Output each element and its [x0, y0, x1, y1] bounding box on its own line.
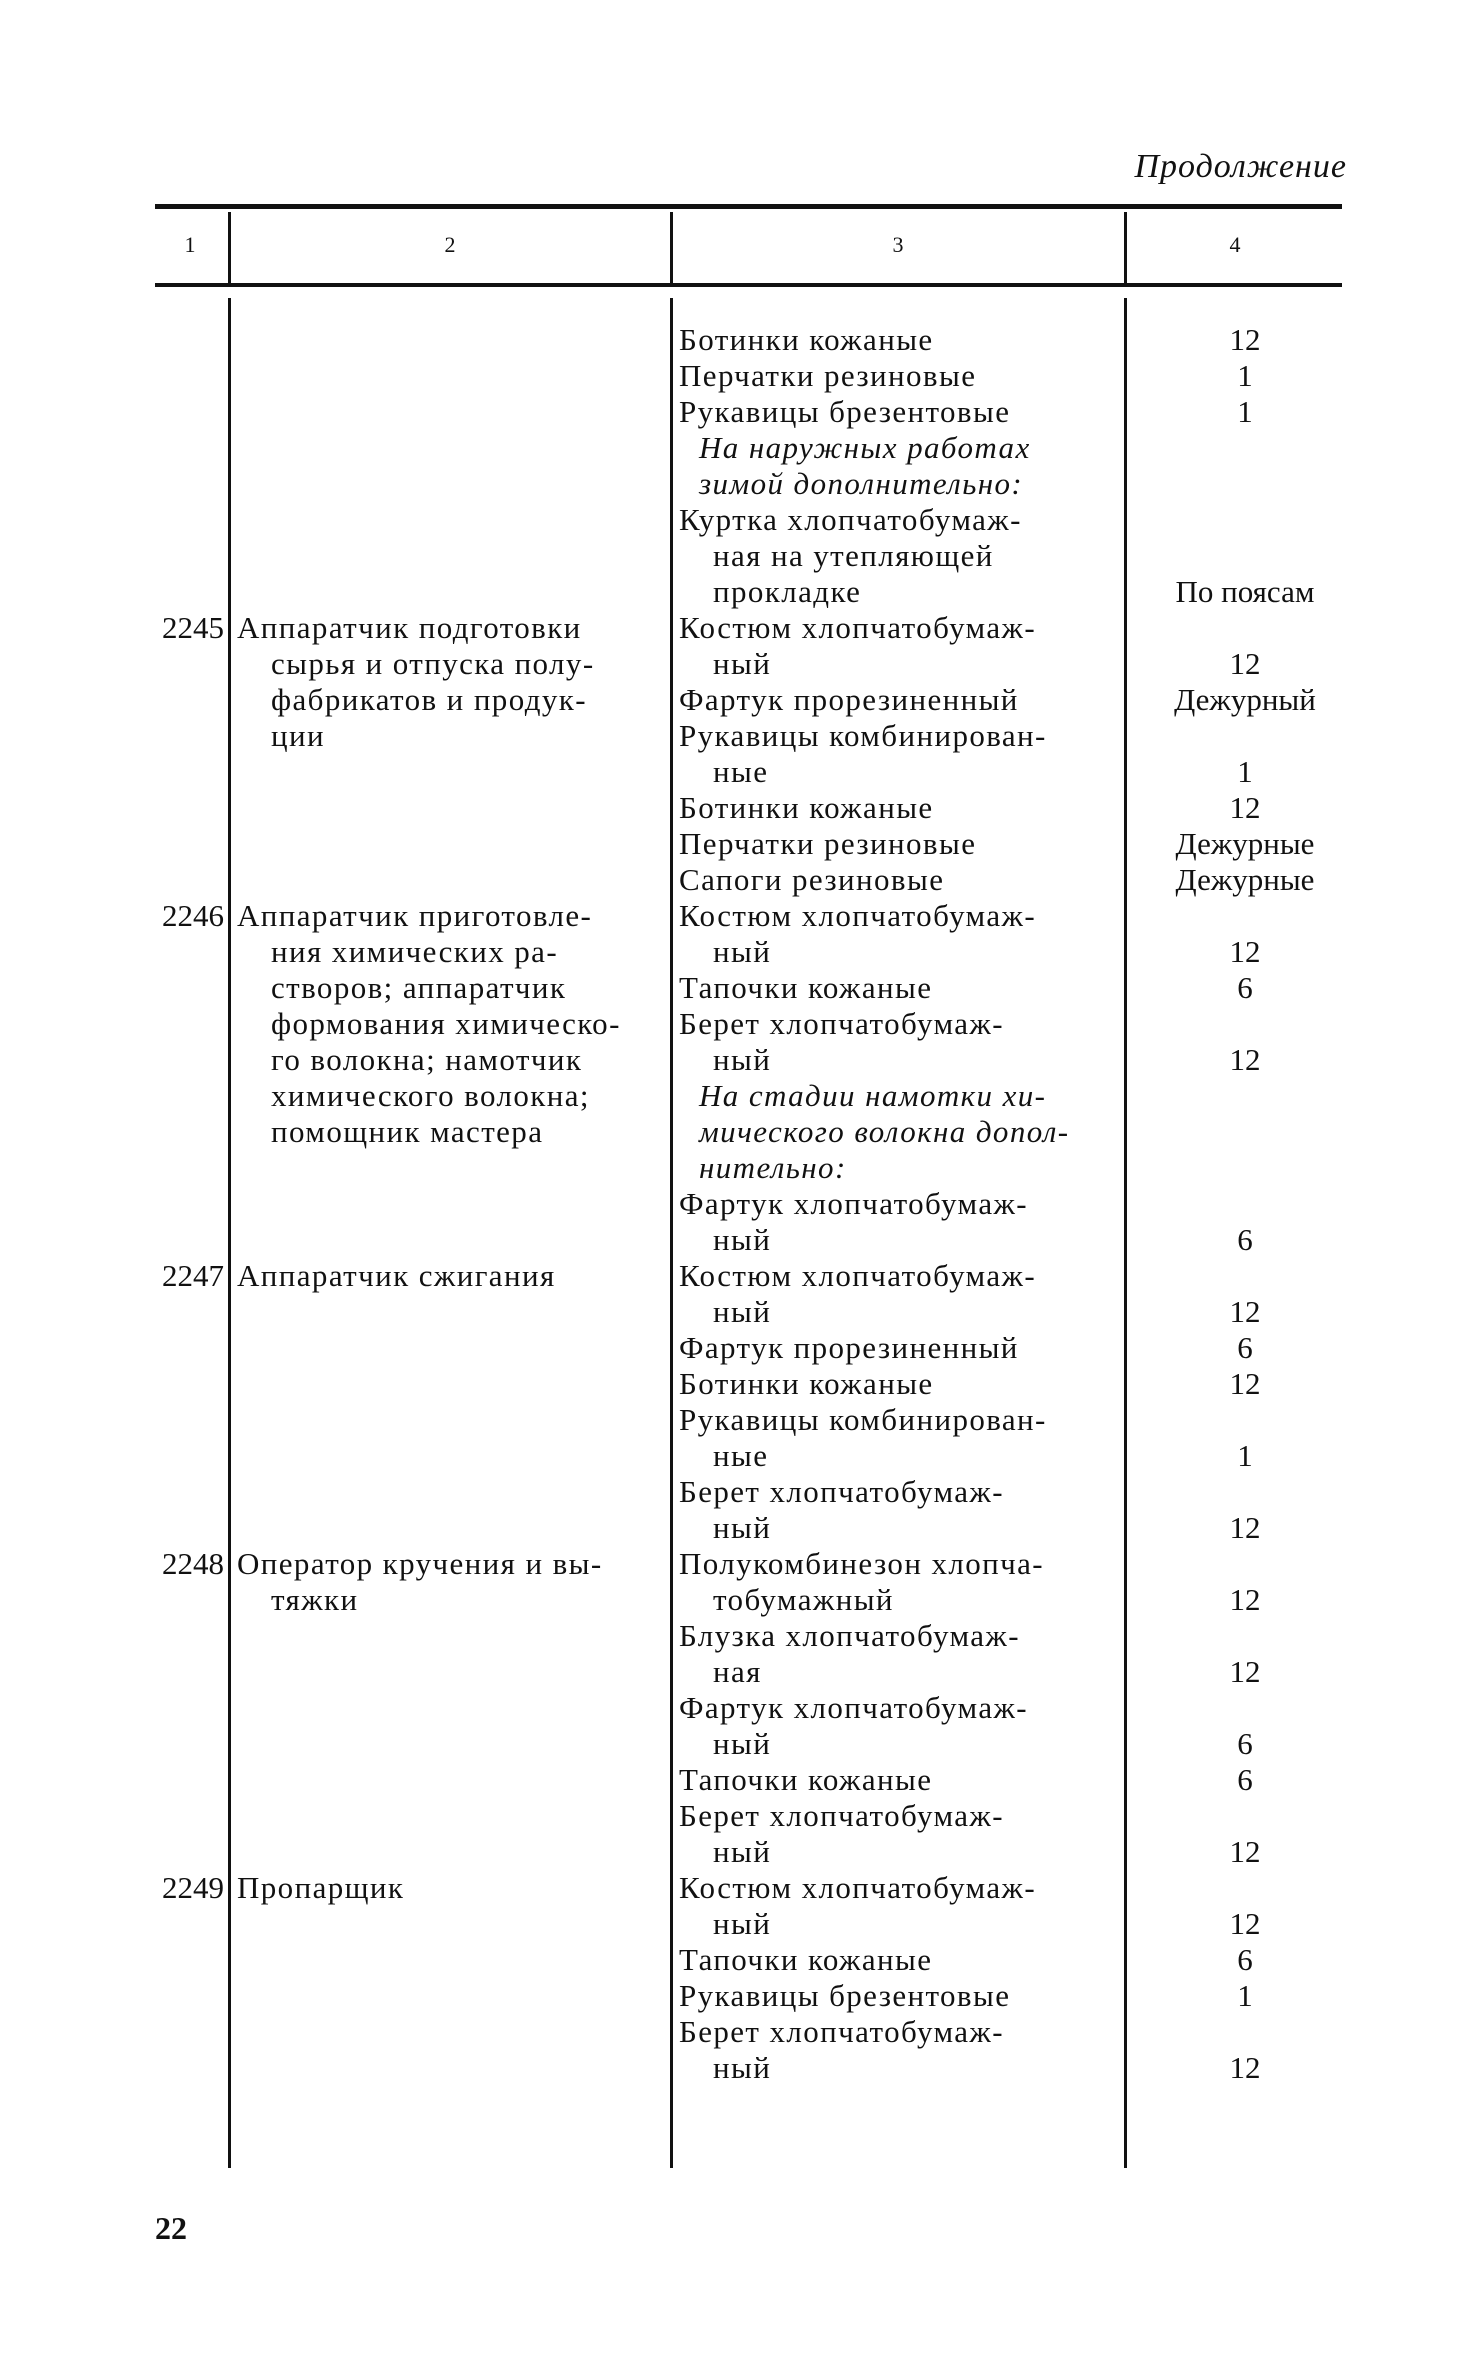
- row-number: 2247: [162, 1258, 224, 1293]
- item-quantity: 6: [1237, 970, 1253, 1005]
- column-header-1: 1: [184, 232, 196, 257]
- item-note-line: мического волокна допол-: [699, 1114, 1070, 1149]
- column-header-4: 4: [1229, 232, 1241, 257]
- item-quantity: По поясам: [1175, 574, 1315, 609]
- item-line: Ботинки кожаные: [679, 790, 934, 825]
- item-line: Блузка хлопчатобумаж-: [679, 1618, 1020, 1653]
- row-number: 2248: [162, 1546, 224, 1581]
- profession-line: Оператор кручения и вы-: [237, 1546, 603, 1581]
- profession-line: ции: [271, 718, 325, 753]
- row-number: 2245: [162, 610, 224, 645]
- profession-line: химического волокна;: [271, 1078, 590, 1113]
- item-quantity: Дежурные: [1175, 862, 1315, 897]
- item-line: ный: [713, 1834, 772, 1869]
- item-line: ный: [713, 2050, 772, 2085]
- profession-line: Аппаратчик приготовле-: [237, 898, 593, 933]
- item-quantity: 12: [1229, 322, 1261, 357]
- item-line: Ботинки кожаные: [679, 1366, 934, 1401]
- item-quantity: 6: [1237, 1762, 1253, 1797]
- profession-line: Пропарщик: [237, 1870, 405, 1905]
- item-line: ный: [713, 934, 772, 969]
- item-quantity: 1: [1237, 1978, 1253, 2013]
- item-note-line: На стадии намотки хи-: [699, 1078, 1047, 1113]
- item-line: Рукавицы брезентовые: [679, 1978, 1011, 2013]
- item-line: Фартук прорезиненный: [679, 682, 1019, 717]
- item-note-line: зимой дополнительно:: [699, 466, 1024, 501]
- item-line: ный: [713, 1510, 772, 1545]
- row-number: 2246: [162, 898, 224, 933]
- item-line: ный: [713, 1906, 772, 1941]
- item-quantity: Дежурные: [1175, 826, 1315, 861]
- table-header-rule: [155, 283, 1342, 287]
- item-line: ный: [713, 1294, 772, 1329]
- item-quantity: 6: [1237, 1222, 1253, 1257]
- item-quantity: 6: [1237, 1726, 1253, 1761]
- item-quantity: 1: [1237, 394, 1253, 429]
- item-line: Перчатки резиновые: [679, 358, 977, 393]
- item-line: Костюм хлопчатобумаж-: [679, 1258, 1037, 1293]
- item-note-line: нительно:: [699, 1150, 847, 1185]
- item-line: ный: [713, 1726, 772, 1761]
- page-number: 22: [155, 2210, 187, 2246]
- item-quantity: 12: [1229, 934, 1261, 969]
- row-number: 2249: [162, 1870, 224, 1905]
- continuation-label: Продолжение: [1134, 148, 1347, 185]
- item-line: ный: [713, 646, 772, 681]
- column-header-2: 2: [444, 232, 456, 257]
- item-quantity: 12: [1229, 1510, 1261, 1545]
- column-divider-2: [670, 212, 673, 284]
- profession-line: фабрикатов и продук-: [271, 682, 587, 717]
- item-line: Тапочки кожаные: [679, 1762, 933, 1797]
- item-quantity: 6: [1237, 1330, 1253, 1365]
- item-line: Тапочки кожаные: [679, 1942, 933, 1977]
- item-line: ные: [713, 754, 769, 789]
- item-line: Тапочки кожаные: [679, 970, 933, 1005]
- item-quantity: 12: [1229, 1294, 1261, 1329]
- item-line: Полукомбинезон хлопча-: [679, 1546, 1044, 1581]
- profession-line: формования химическо-: [271, 1006, 621, 1041]
- item-quantity: Дежурный: [1174, 682, 1316, 717]
- item-line: тобумажный: [713, 1582, 894, 1617]
- item-quantity: 1: [1237, 358, 1253, 393]
- item-line: Костюм хлопчатобумаж-: [679, 610, 1037, 645]
- item-line: Рукавицы брезентовые: [679, 394, 1011, 429]
- item-quantity: 12: [1229, 790, 1261, 825]
- item-note-line: На наружных работах: [699, 430, 1031, 465]
- item-quantity: 12: [1229, 646, 1261, 681]
- item-line: прокладке: [713, 574, 862, 609]
- column-divider-1: [228, 212, 231, 284]
- item-line: Фартук хлопчатобумаж-: [679, 1690, 1029, 1725]
- item-line: Фартук хлопчатобумаж-: [679, 1186, 1029, 1221]
- item-line: Берет хлопчатобумаж-: [679, 1006, 1004, 1041]
- item-quantity: 6: [1237, 1942, 1253, 1977]
- table-top-rule: [155, 204, 1342, 209]
- body-divider-2: [670, 298, 673, 2168]
- profession-line: Аппаратчик подготовки: [237, 610, 582, 645]
- item-quantity: 12: [1229, 1654, 1261, 1689]
- item-line: Фартук прорезиненный: [679, 1330, 1019, 1365]
- body-divider-3: [1124, 298, 1127, 2168]
- item-line: Рукавицы комбинирован-: [679, 1402, 1047, 1437]
- item-quantity: 1: [1237, 754, 1253, 789]
- column-header-3: 3: [892, 232, 904, 257]
- profession-line: створов; аппаратчик: [271, 970, 567, 1005]
- item-line: Берет хлопчатобумаж-: [679, 1798, 1004, 1833]
- profession-line: тяжки: [271, 1582, 359, 1617]
- item-line: Ботинки кожаные: [679, 322, 934, 357]
- item-quantity: 12: [1229, 1042, 1261, 1077]
- item-quantity: 12: [1229, 1582, 1261, 1617]
- item-line: Перчатки резиновые: [679, 826, 977, 861]
- profession-line: ния химических ра-: [271, 934, 559, 969]
- item-line: Сапоги резиновые: [679, 862, 945, 897]
- item-line: Берет хлопчатобумаж-: [679, 1474, 1004, 1509]
- item-line: Костюм хлопчатобумаж-: [679, 1870, 1037, 1905]
- column-divider-3: [1124, 212, 1127, 284]
- item-quantity: 12: [1229, 2050, 1261, 2085]
- profession-line: помощник мастера: [271, 1114, 544, 1149]
- item-line: ные: [713, 1438, 769, 1473]
- item-line: Костюм хлопчатобумаж-: [679, 898, 1037, 933]
- item-line: Куртка хлопчатобумаж-: [679, 502, 1022, 537]
- item-line: ная на утепляющей: [713, 538, 994, 573]
- item-line: ный: [713, 1042, 772, 1077]
- profession-line: сырья и отпуска полу-: [271, 646, 595, 681]
- profession-line: го волокна; намотчик: [271, 1042, 583, 1077]
- item-line: Берет хлопчатобумаж-: [679, 2014, 1004, 2049]
- item-quantity: 12: [1229, 1366, 1261, 1401]
- item-line: ный: [713, 1222, 772, 1257]
- item-quantity: 12: [1229, 1906, 1261, 1941]
- item-quantity: 12: [1229, 1834, 1261, 1869]
- item-quantity: 1: [1237, 1438, 1253, 1473]
- item-line: Рукавицы комбинирован-: [679, 718, 1047, 753]
- item-line: ная: [713, 1654, 762, 1689]
- profession-line: Аппаратчик сжигания: [237, 1258, 556, 1293]
- body-divider-1: [228, 298, 231, 2168]
